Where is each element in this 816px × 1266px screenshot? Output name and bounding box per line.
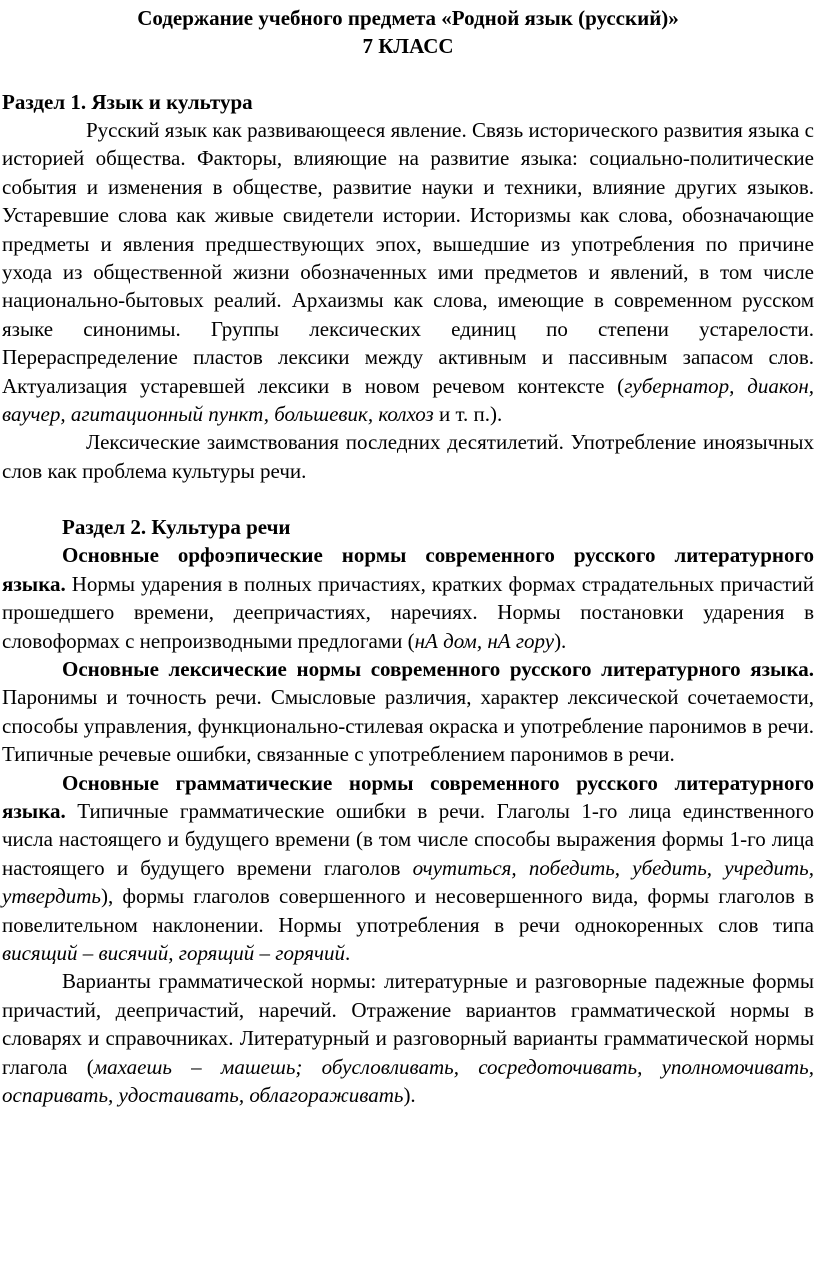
- text-run: ).: [554, 628, 567, 653]
- text-run: Типичные грамматические ошибки в речи. Глаголы 1-го лица единственного числа настоящего и будущего времени (в том числе способы выражения формы 1-го лица настоящего и будущего времени глаголов: [2, 798, 814, 880]
- text-run: Варианты грамматической нормы: литературные и разговорные падежные формы причастий, деепричастий, наречий. Отражение вариантов грамматической нормы в словарях и справочниках. Литературный и разговорный варианты грамматической нормы глагола (: [2, 969, 814, 1079]
- italic-examples: очутиться, победить, убедить, учредить, утвердить: [2, 855, 814, 909]
- italic-examples: нА дом, нА гору: [414, 628, 555, 653]
- bold-lead: Основные орфоэпические нормы современного русского литературного языка.: [2, 543, 814, 596]
- section-2-paragraph-2: [2, 655, 814, 769]
- section-2-heading: Раздел 2. Культура речи: [62, 515, 291, 540]
- section-1-paragraph-2: Лексические заимствования последних десятилетий. Употребление иноязычных слов как проблема культуры речи.: [2, 430, 814, 483]
- text-run: Нормы ударения в полных причастиях, кратких формах страдательных причастий прошедшего времени, деепричастиях, наречиях. Нормы постановки ударения в словоформах с непроизводными предлогами (: [2, 571, 814, 653]
- grade-label: 7 КЛАСС: [362, 34, 454, 58]
- section-2-paragraph-4: [2, 967, 814, 1109]
- text-run: ).: [403, 1083, 416, 1107]
- document-title: Содержание учебного предмета «Родной язык (русский)»: [137, 6, 679, 30]
- text-run: ), формы глаголов совершенного и несовершенного вида, формы глаголов в повелительном наклонении. Нормы употребления в речи однокоренных слов типа: [2, 884, 814, 937]
- section-2-paragraph-1: [2, 541, 814, 655]
- section-1-paragraph-1: [2, 116, 814, 428]
- italic-examples: висящий – висячий, горящий – горячий: [2, 940, 345, 965]
- spacer: [2, 60, 814, 88]
- section-1-heading: Раздел 1. Язык и культура: [2, 90, 253, 114]
- bold-lead: Основные грамматические нормы современного русского литературного языка.: [2, 770, 814, 823]
- text-run: .: [345, 940, 351, 965]
- italic-examples: губернатор, диакон, ваучер, агитационный пункт, большевик, колхоз: [2, 373, 815, 427]
- bold-lead: Основные лексические нормы современного русского литературного языка.: [62, 656, 814, 681]
- spacer: [2, 485, 814, 513]
- text-run: и т. п.).: [433, 402, 503, 427]
- text-run: Паронимы и точность речи. Смысловые различия, характер лексической сочетаемости, способы управления, функционально-стилевая окраска и употребление паронимов в речи. Типичные речевые ошибки, связанные с употреблением паронимов в речи.: [2, 685, 814, 767]
- italic-examples: махаешь – машешь; обусловливать, сосредоточивать, уполномочивать, оспаривать, удостаивать, облагораживать: [2, 1054, 814, 1107]
- text-run: Русский язык как развивающееся явление. Связь исторического развития языка с историей общества. Факторы, влияющие на развитие языка: социально-политические события и изменения в обществе, развитие науки и техники, влияние других языков. Устаревшие слова как живые свидетели истории. Историзмы как слова, обозначающие предметы и явления предшествующих эпох, вышедшие из употребления по причине ухода из общественной жизни обозначенных ими предметов и явлений, в том числе национально-бытовых реалий. Архаизмы как слова, имеющие в современном русском языке синонимы. Группы лексических единиц по степени устарелости. Перераспределение пластов лексики между активным и пассивным запасом слов. Актуализация устаревшей лексики в новом речевом контексте (: [2, 118, 814, 398]
- section-2-paragraph-3: [2, 769, 814, 968]
